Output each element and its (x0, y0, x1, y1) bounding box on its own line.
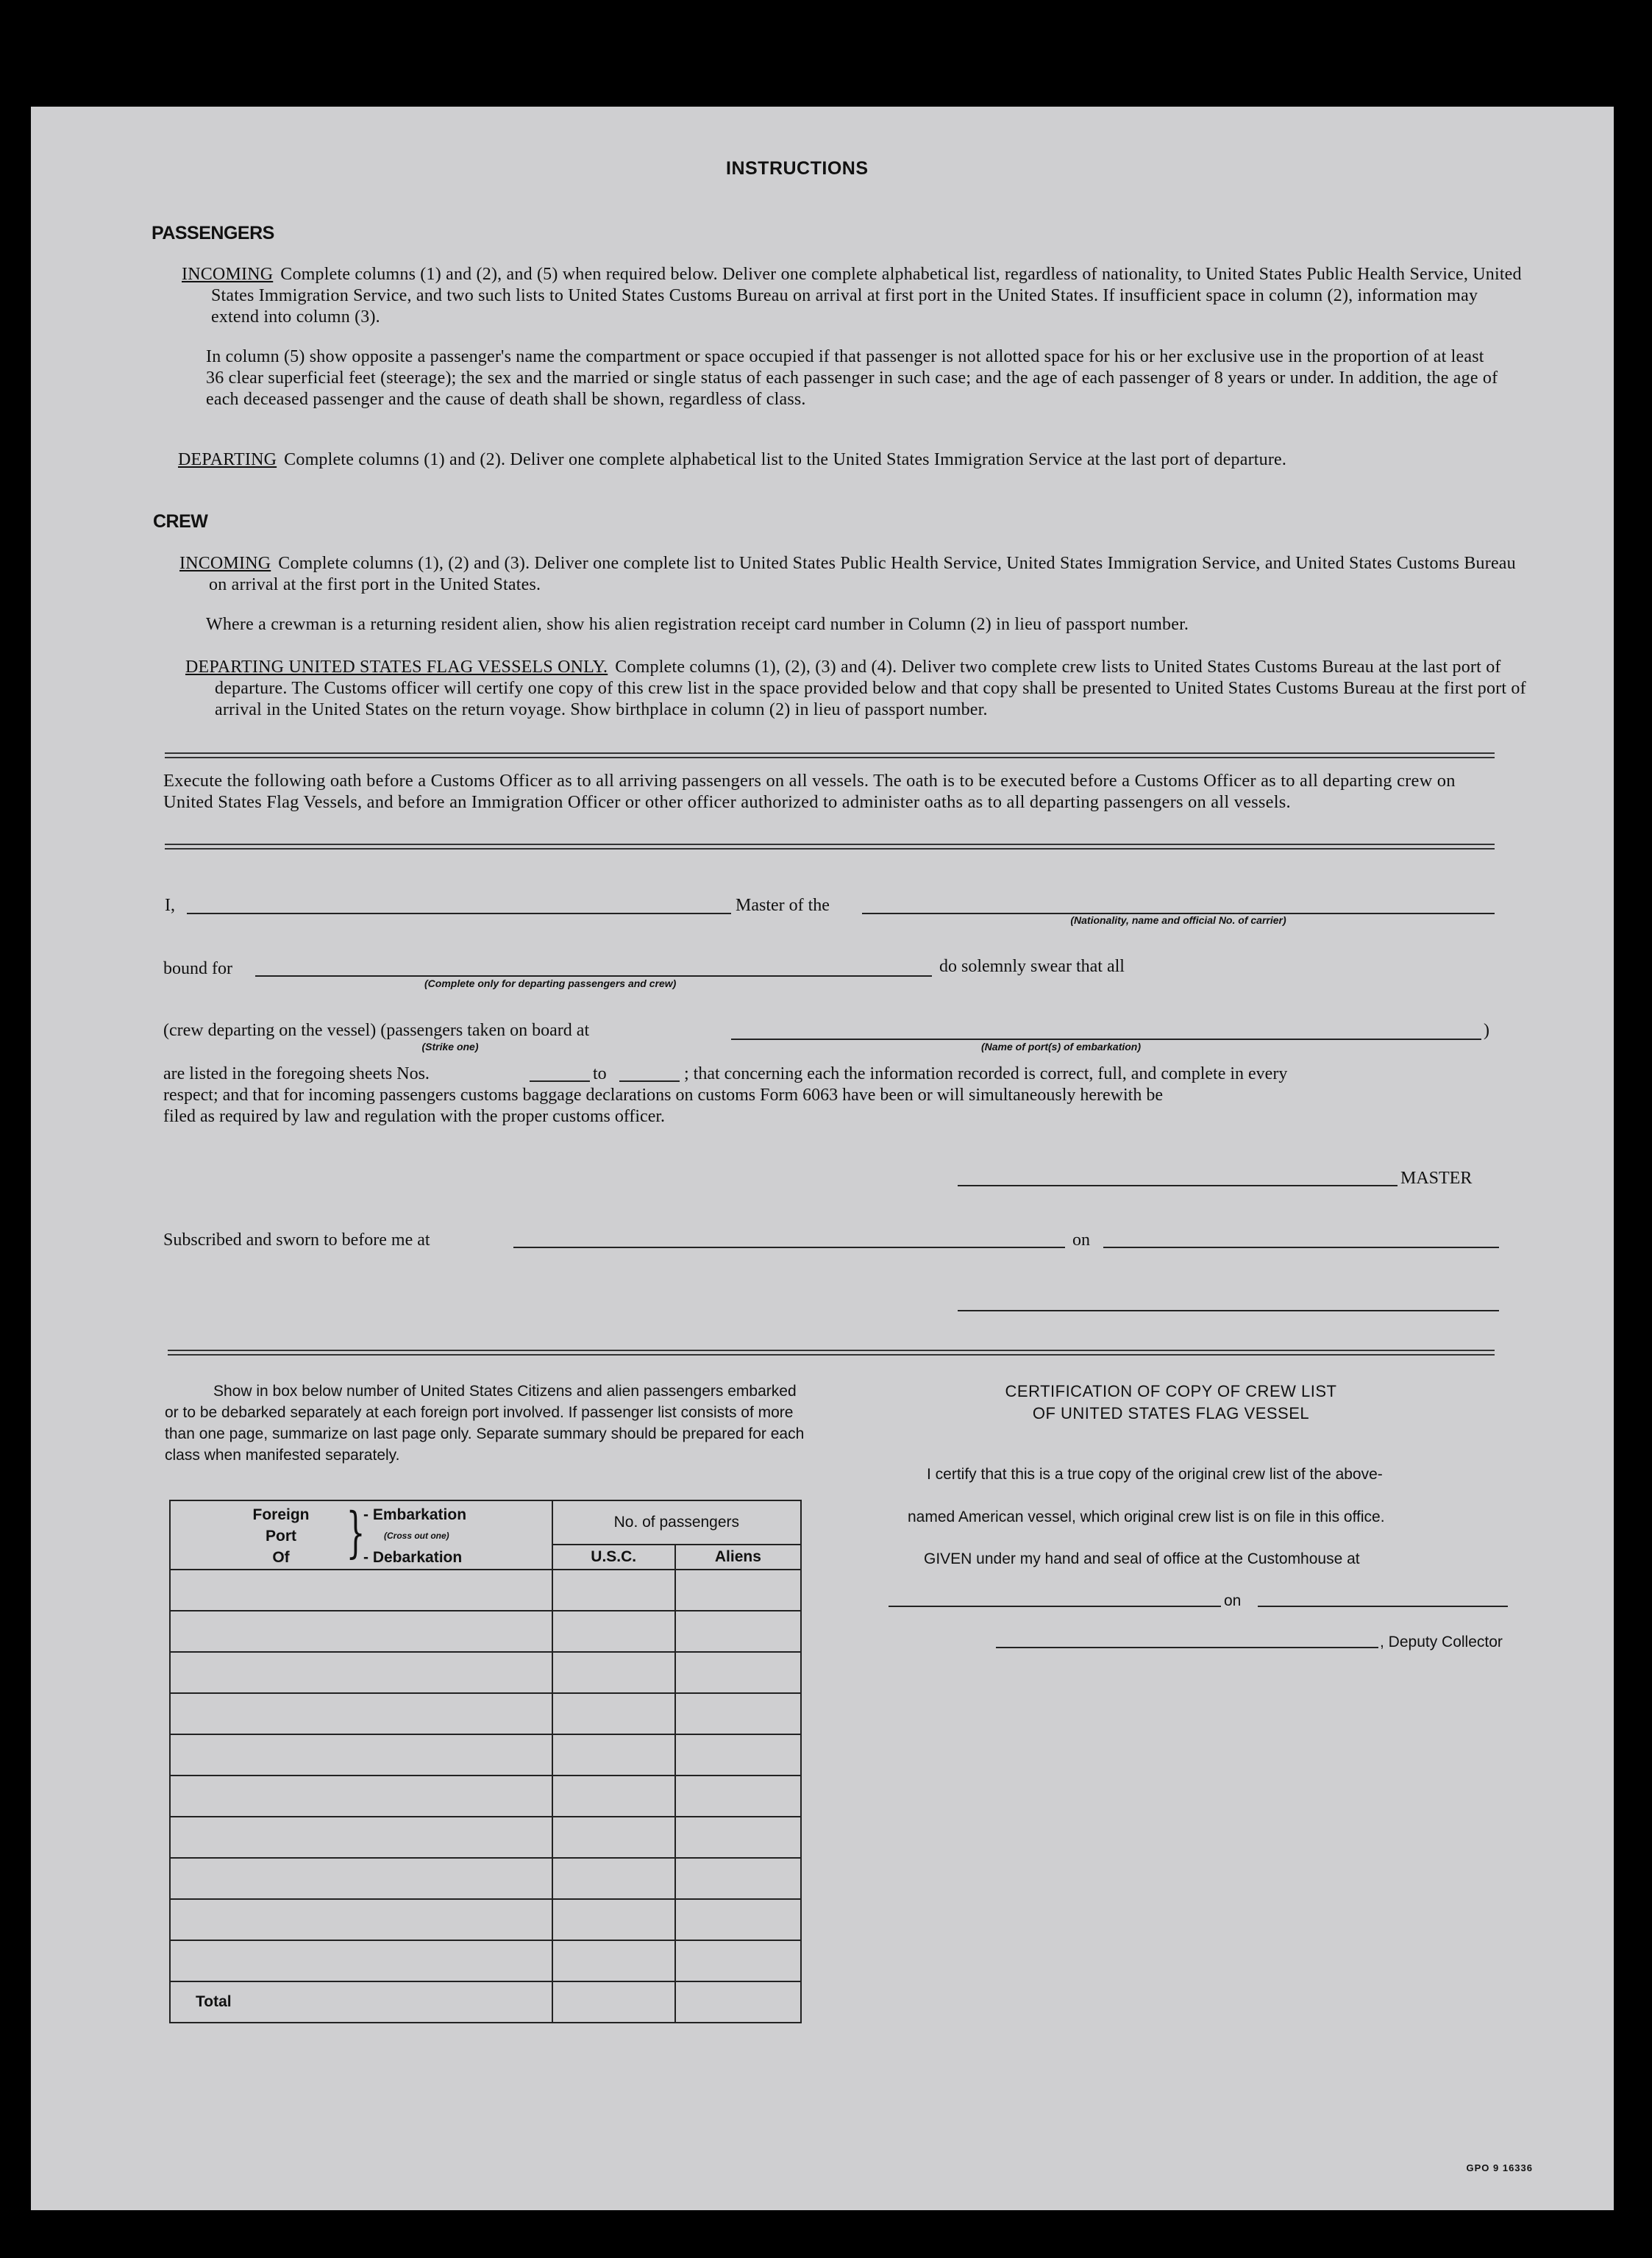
oath-listed-text-a: are listed in the foregoing sheets Nos. (163, 1064, 430, 1083)
port-cell[interactable] (170, 1734, 552, 1776)
table-row (170, 1940, 801, 1981)
aliens-cell[interactable] (675, 1940, 801, 1981)
passengers-departing-text: Complete columns (1) and (2). Deliver one complete alphabetical list to the United States Immigration Service at the last port of departure. (284, 450, 1287, 469)
oath-carrier-caption: (Nationality, name and official No. of carrier) (1070, 914, 1286, 926)
crew-incoming-text: Complete columns (1), (2) and (3). Deliver one complete list to United States Public Health Service, United States Immigration Service, and United States Customs Bureau on arrival at the first port in the United States. (209, 554, 1516, 594)
oath-bound-for-field[interactable] (255, 975, 932, 977)
passengers-departing-label: DEPARTING (178, 450, 277, 469)
certification-heading-line1: CERTIFICATION OF COPY OF CREW LIST (1005, 1382, 1337, 1400)
crew-resident-paragraph: Where a crewman is a returning resident alien, show his alien registration receipt card number in Column (2) in lieu of passport number. (206, 615, 1189, 634)
brace-glyph: } (346, 1501, 366, 1564)
port-header-cell (170, 1500, 552, 1570)
passengers-departing-paragraph (178, 449, 1528, 471)
table-row (170, 1858, 801, 1899)
crew-departing-text: Complete columns (1), (2), (3) and (4). Deliver two complete crew lists to United States Customs Bureau at the last port of departure. The Customs officer will certify one copy of this crew list in the space provided below and that copy shall be presented to United States Customs Bureau at the first port of arrival in the United States on the return voyage. Show birthplace in column (2) in lieu of passport number. (215, 658, 1526, 719)
oath-listed-text-c: respect; and that for incoming passengers customs baggage declarations on customs Form 6063 have been or will simultaneously herewith be (163, 1086, 1163, 1105)
aliens-cell[interactable] (675, 1817, 801, 1858)
table-row (170, 1570, 801, 1611)
table-row (170, 1776, 801, 1817)
oath-listed-text-b: ; that concerning each the information recorded is correct, full, and complete in every (684, 1064, 1288, 1083)
passengers-incoming-label: INCOMING (182, 265, 274, 284)
aliens-cell[interactable] (675, 1611, 801, 1652)
usc-cell[interactable] (552, 1817, 675, 1858)
deputy-collector-field[interactable] (996, 1647, 1378, 1648)
port-header-line3: Of (272, 1549, 290, 1566)
oath-port-field[interactable] (731, 1039, 1481, 1040)
master-label: MASTER (1400, 1169, 1473, 1188)
oath-listed-text-d: filed as required by law and regulation with the proper customs officer. (163, 1107, 666, 1126)
oath-strike-caption: (Strike one) (421, 1041, 479, 1053)
port-cell[interactable] (170, 1570, 552, 1611)
aliens-cell[interactable] (675, 1858, 801, 1899)
certification-line3: GIVEN under my hand and seal of office at the Customhouse at (924, 1550, 1360, 1567)
table-row (170, 1734, 801, 1776)
usc-cell[interactable] (552, 1858, 675, 1899)
usc-cell[interactable] (552, 1776, 675, 1817)
oath-swear-label: do solemnly swear that all (939, 957, 1125, 976)
usc-cell[interactable] (552, 1940, 675, 1981)
certification-line1: I certify that this is a true copy of the original crew list of the above- (927, 1466, 1383, 1483)
oath-port-caption: (Name of port(s) of embarkation) (981, 1041, 1142, 1053)
certification-date-field[interactable] (1258, 1606, 1508, 1607)
oath-sheet-from-field[interactable] (530, 1080, 590, 1082)
port-cell[interactable] (170, 1776, 552, 1817)
customhouse-field[interactable] (889, 1606, 1221, 1607)
deputy-collector-label: , Deputy Collector (1380, 1634, 1503, 1650)
port-cell[interactable] (170, 1652, 552, 1693)
total-label: Total (170, 1981, 552, 2023)
oath-strike-label: (crew departing on the vessel) (passengers taken on board at (163, 1021, 590, 1040)
oath-close-paren: ) (1484, 1021, 1489, 1040)
crew-incoming-label: INCOMING (179, 554, 271, 573)
certification-heading (914, 1381, 1428, 1425)
crew-heading: CREW (153, 511, 208, 532)
usc-cell[interactable] (552, 1611, 675, 1652)
passengers-incoming-paragraph (182, 264, 1528, 328)
passengers-heading: PASSENGERS (152, 223, 274, 243)
table-row (170, 1693, 801, 1734)
table-row (170, 1611, 801, 1652)
section-divider (165, 752, 1495, 758)
total-aliens-cell[interactable] (675, 1981, 801, 2023)
usc-cell[interactable] (552, 1899, 675, 1940)
port-header-line2: Port (266, 1528, 296, 1545)
total-row (170, 1981, 801, 2023)
usc-cell[interactable] (552, 1693, 675, 1734)
oath-master-of-label: Master of the (736, 896, 830, 915)
oath-name-field[interactable] (187, 913, 731, 914)
port-cell[interactable] (170, 1693, 552, 1734)
aliens-cell[interactable] (675, 1734, 801, 1776)
oath-intro-paragraph: Execute the following oath before a Customs Officer as to all arriving passengers on all vessels. The oath is to be executed before a Customs Officer as to all departing crew on United States Flag Vessels, and before an Immigration Officer or other officer authorized to administer oaths as to all departing passengers on all vessels. (163, 771, 1456, 812)
gpo-footer: GPO 9 16336 (1466, 2162, 1533, 2173)
debarkation-label: - Debarkation (363, 1549, 463, 1566)
aliens-cell[interactable] (675, 1652, 801, 1693)
oath-divider (165, 844, 1495, 850)
subscribed-label: Subscribed and sworn to before me at (163, 1230, 430, 1250)
table-row (170, 1899, 801, 1940)
passengers-incoming-text: Complete columns (1) and (2), and (5) when required below. Deliver one complete alphabetical list, regardless of nationality, to United States Public Health Service, United States Immigration Service, and two such lists to United States Customs Bureau on arrival at first port in the United States. If insufficient space in column (2), information may extend into column (3). (211, 265, 1522, 327)
summary-instructions: Show in box below number of United States Citizens and alien passengers embarked or to be debarked separately at each foreign port involved. If passenger list consists of more than one page, summarize on last page only. Separate summary should be prepared for each class when manifested separately. (165, 1383, 805, 1464)
port-cell[interactable] (170, 1817, 552, 1858)
port-cell[interactable] (170, 1611, 552, 1652)
no-passengers-header: No. of passengers (552, 1500, 801, 1545)
passengers-column5-paragraph: In column (5) show opposite a passenger's name the compartment or space occupied if that passenger is not allotted space for his or her exclusive use in the proportion of at least 36 clear superficial feet (steerage); the sex and the married or single status of each passenger in such case; and the age of each passenger of 8 years or under. In addition, the age of each deceased passenger and the cause of death shall be shown, regardless of class. (206, 347, 1498, 409)
total-usc-cell[interactable] (552, 1981, 675, 2023)
subscribed-on-label: on (1072, 1230, 1090, 1250)
oath-bound-for-label: bound for (163, 959, 232, 978)
master-signature-field[interactable] (958, 1185, 1398, 1186)
port-cell[interactable] (170, 1858, 552, 1899)
crew-incoming-paragraph (179, 553, 1528, 596)
port-header-line1: Foreign (252, 1506, 310, 1523)
lower-divider (168, 1350, 1495, 1356)
form-sheet (31, 107, 1614, 2210)
subscribed-place-field[interactable] (513, 1247, 1065, 1248)
table-row (170, 1652, 801, 1693)
usc-cell[interactable] (552, 1652, 675, 1693)
passenger-summary-table (169, 1500, 802, 2023)
usc-header: U.S.C. (552, 1545, 675, 1570)
crew-departing-paragraph (185, 657, 1528, 721)
certification-line2: named American vessel, which original crew list is on file in this office. (908, 1509, 1385, 1525)
page-title: INSTRUCTIONS (726, 158, 869, 179)
port-cell[interactable] (170, 1940, 552, 1981)
table-row (170, 1817, 801, 1858)
oath-i-label: I, (165, 896, 175, 915)
oath-sheet-to-field[interactable] (619, 1080, 680, 1082)
officer-signature-field[interactable] (958, 1310, 1499, 1311)
port-cell[interactable] (170, 1899, 552, 1940)
aliens-header: Aliens (675, 1545, 801, 1570)
aliens-cell[interactable] (675, 1693, 801, 1734)
embarkation-label: - Embarkation (363, 1506, 467, 1523)
crew-departing-label: DEPARTING UNITED STATES FLAG VESSELS ONLY. (185, 658, 608, 677)
aliens-cell[interactable] (675, 1570, 801, 1611)
oath-listed-to: to (593, 1064, 607, 1083)
aliens-cell[interactable] (675, 1776, 801, 1817)
aliens-cell[interactable] (675, 1899, 801, 1940)
cross-out-caption: (Cross out one) (384, 1531, 449, 1541)
usc-cell[interactable] (552, 1734, 675, 1776)
subscribed-date-field[interactable] (1103, 1247, 1499, 1248)
usc-cell[interactable] (552, 1570, 675, 1611)
certification-on-label: on (1224, 1592, 1242, 1609)
certification-heading-line2: OF UNITED STATES FLAG VESSEL (1032, 1404, 1310, 1422)
oath-departing-caption: (Complete only for departing passengers and crew) (424, 977, 677, 989)
